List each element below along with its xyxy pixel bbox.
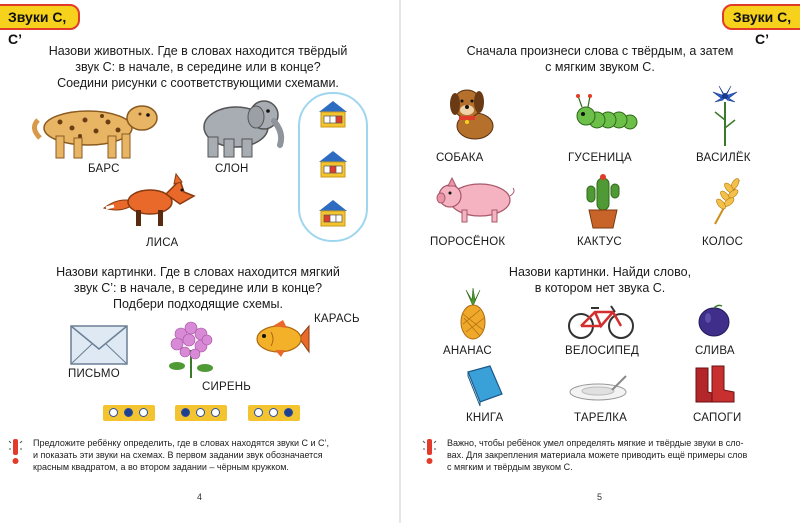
house-scheme-icon xyxy=(318,198,348,228)
attention-icon xyxy=(422,437,438,467)
task1-line1: Назови животных. Где в словах находится твёрдый xyxy=(48,44,348,58)
label-kniga: КНИГА xyxy=(466,412,504,424)
dog-icon xyxy=(445,84,500,142)
goldfish-icon xyxy=(255,320,310,358)
parent-note xyxy=(447,437,792,473)
scheme-circle-filled xyxy=(284,408,293,417)
note-line1: Предложите ребёнку определить, где в словах находятся звуки С и С’, xyxy=(33,438,330,448)
right-page xyxy=(400,0,800,523)
left-tab-title: Звуки С, С’ xyxy=(0,4,80,30)
task2-line1: Назови картинки. Где в словах находится мягкий xyxy=(56,265,340,279)
book-icon xyxy=(462,364,506,408)
label-sobaka: СОБАКА xyxy=(436,152,484,164)
label-siren: СИРЕНЬ xyxy=(202,381,251,393)
scheme-circle xyxy=(269,408,278,417)
label-bars: БАРС xyxy=(88,163,120,175)
sound-scheme xyxy=(248,405,300,421)
scheme-circle-filled xyxy=(181,408,190,417)
cactus-icon xyxy=(583,172,623,230)
task3-instructions xyxy=(430,43,770,75)
fox-icon xyxy=(102,170,197,230)
label-karas: КАРАСЬ xyxy=(314,313,360,325)
label-gusenitsa: ГУСЕНИЦА xyxy=(568,152,632,164)
envelope-icon xyxy=(70,325,128,365)
house-scheme-icon xyxy=(318,99,348,129)
task1-line3: Соедини рисунки с соответствующими схемами. xyxy=(57,76,339,90)
note-line3: красным квадратом, а во втором задании – чёрным кружком. xyxy=(33,462,289,472)
label-sliva: СЛИВА xyxy=(695,345,735,357)
note-line1: Важно, чтобы ребёнок умел определять мягкие и твёрдые звуки в сло- xyxy=(447,438,744,448)
note-line2: вах. Для закрепления материала можете приводить ещё примеры слов xyxy=(447,450,748,460)
task3-line2: с мягким звуком С. xyxy=(545,60,655,74)
label-kolos: КОЛОС xyxy=(702,236,744,248)
page-number: 5 xyxy=(597,492,603,502)
pineapple-icon xyxy=(458,288,488,340)
right-tab-title: Звуки С, С’ xyxy=(722,4,800,30)
scheme-circle xyxy=(139,408,148,417)
cornflower-icon xyxy=(705,84,745,146)
scheme-circle xyxy=(211,408,220,417)
label-velosiped: ВЕЛОСИПЕД xyxy=(565,345,639,357)
task2-line3: Подбери подходящие схемы. xyxy=(113,297,283,311)
elephant-icon xyxy=(198,95,288,160)
page-number: 4 xyxy=(197,492,203,502)
sound-scheme xyxy=(103,405,155,421)
task2-instructions xyxy=(28,264,368,312)
task1-instructions xyxy=(28,43,368,91)
task4-line2: в котором нет звука С. xyxy=(534,281,666,295)
bicycle-icon xyxy=(567,302,635,340)
scheme-circle xyxy=(196,408,205,417)
label-tarelka: ТАРЕЛКА xyxy=(574,412,627,424)
task4-line1: Назови картинки. Найди слово, xyxy=(508,265,692,279)
label-vasilek: ВАСИЛЁК xyxy=(696,152,751,164)
lilac-icon xyxy=(163,320,218,380)
caterpillar-icon xyxy=(570,92,638,132)
pig-icon xyxy=(436,176,516,224)
label-pismo: ПИСЬМО xyxy=(68,368,120,380)
note-line2: и показать эти звуки на схемах. В первом задании звук обозначается xyxy=(33,450,323,460)
wheat-ear-icon xyxy=(709,174,745,226)
task2-line2: звук С’: в начале, в середине или в конце? xyxy=(73,281,323,295)
sound-scheme xyxy=(175,405,227,421)
boots-icon xyxy=(692,364,738,406)
label-slon: СЛОН xyxy=(215,163,249,175)
task3-line1: Сначала произнеси слова с твёрдым, а затем xyxy=(466,44,734,58)
task1-line2: звук С: в начале, в середине или в конце? xyxy=(75,60,321,74)
scheme-circle-filled xyxy=(124,408,133,417)
label-kaktus: КАКТУС xyxy=(577,236,622,248)
scheme-circle xyxy=(109,408,118,417)
plum-icon xyxy=(696,302,732,338)
leopard-icon xyxy=(30,98,165,160)
label-sapogi: САПОГИ xyxy=(693,412,742,424)
note-line3: с мягким и твёрдым звуком С. xyxy=(447,462,573,472)
scheme-circle xyxy=(254,408,263,417)
label-ananas: АНАНАС xyxy=(443,345,492,357)
plate-icon xyxy=(568,374,630,402)
parent-note xyxy=(33,437,388,473)
attention-icon xyxy=(8,437,24,467)
house-scheme-icon xyxy=(318,149,348,179)
label-porosenok: ПОРОСЁНОК xyxy=(430,236,506,248)
label-lisa: ЛИСА xyxy=(146,237,179,249)
